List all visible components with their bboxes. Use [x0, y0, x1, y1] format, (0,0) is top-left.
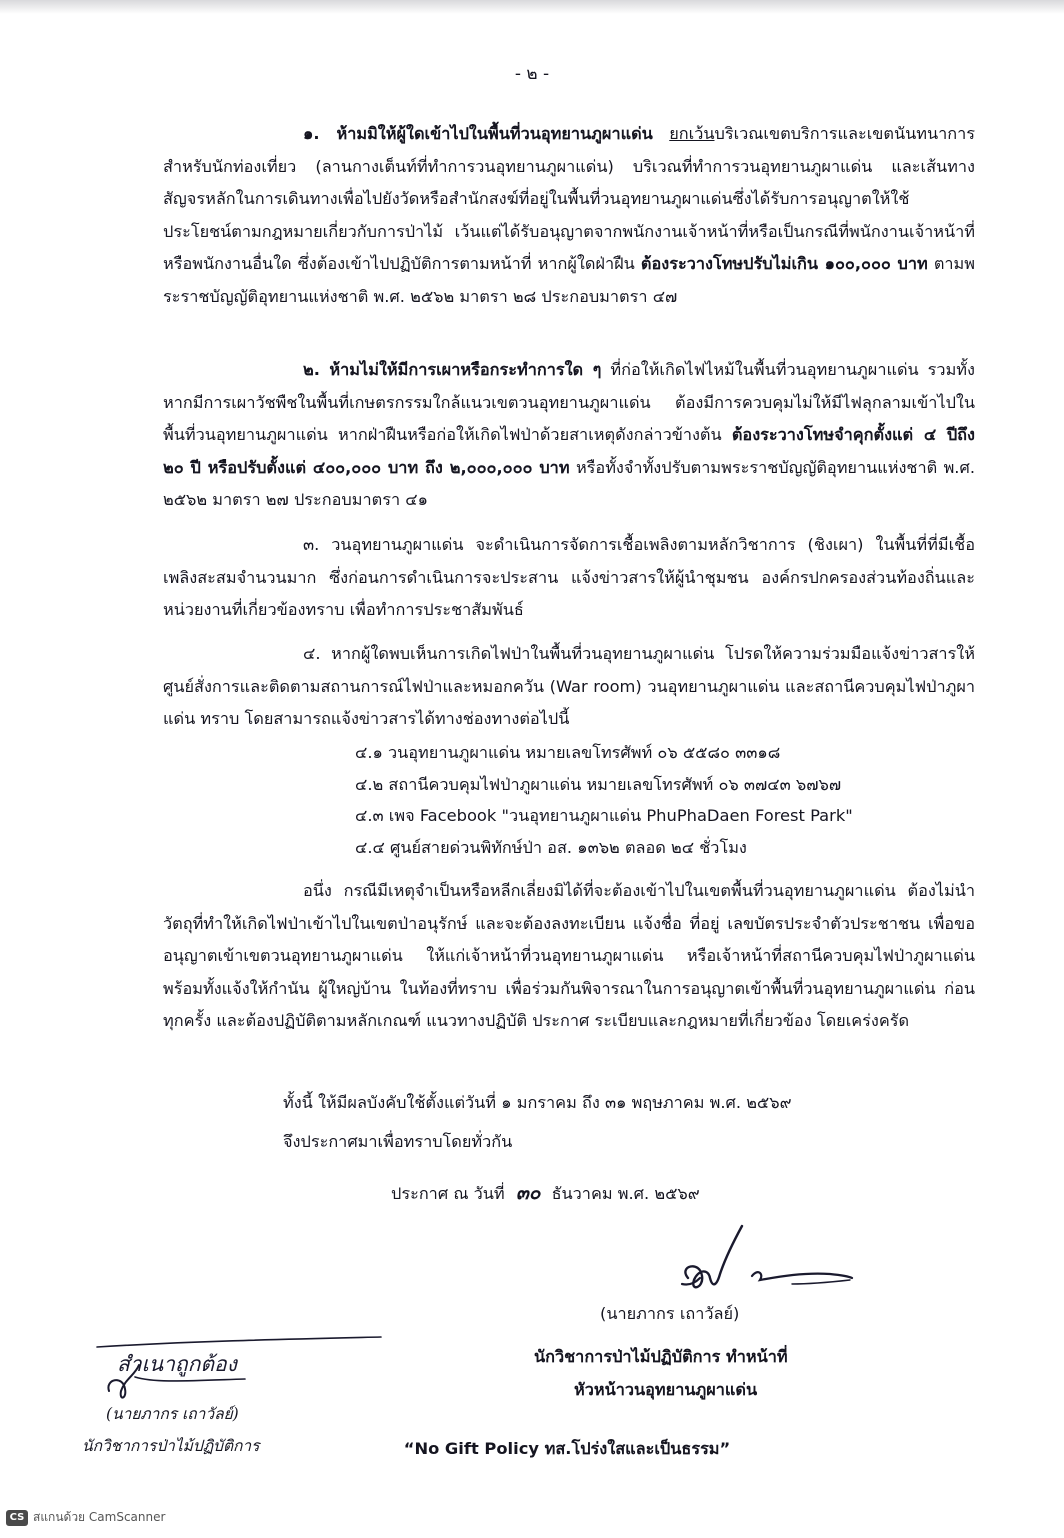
paragraph-5: อนึ่ง กรณีมีเหตุจำเป็นหรือหลีกเลี่ยงมิได้ที่จะต้องเข้าไปในเขตพื้นที่วนอุทยานภูผาแด่น ต้องไม่นำวัตถุที่ทำให้เกิดไฟป่าเข้าไปในเขตป่าอนุรักษ์ และจะต้องลงทะเบียน แจ้งชื่อ ที่อยู่ เลขบัตรประจำตัวประชาชน เพื่อขออนุญาตเข้าเขตวนอุทยานภูผาแด่น ให้แก่เจ้าหน้าที่วนอุทยานภูผาแด่น หรือเจ้าหน้าที่สถานีควบคุมไฟป่าภูผาแด่น พร้อมทั้งแจ้งให้กำนัน ผู้ใหญ่บ้าน ในท้องที่ทราบ เพื่อร่วมกันพิจารณาในการอนุญาตเข้าพื้นที่วนอุทยานภูผาแด่น ก่อนทุกครั้ง และต้องปฏิบัติตามหลักเกณฑ์ แนวทางปฏิบัติ ประกาศ ระเบียบและกฎหมายที่เกี่ยวข้อง โดยเคร่งครัด — [163, 881, 975, 1031]
para2-penalty: ต้องระวางโทษจำคุกตั้งแต่ ๔ ปีถึง ๒๐ ปี หรือปรับตั้งแต่ ๔๐๐,๐๐๐ บาท ถึง ๒,๐๐๐,๐๐๐ บาท — [163, 425, 975, 477]
para1-bold-heading: ห้ามมิให้ผู้ใดเข้าไปในพื้นที่วนอุทยานภูผาแด่น — [336, 124, 653, 143]
para2-text: ที่ก่อให้เกิดไฟไหม้ในพื้นที่วนอุทยานภูผาแด่น รวมทั้งหากมีการเผาวัชพืชในพื้นที่เกษตรกรรมใกล้แนวเขตวนอุทยานภูผาแด่น ต้องมีการควบคุมไม่ให้มีไฟลุกลามเข้าไปในพื้นที่วนอุทยานภูผาแด่น หากฝ่าฝืนหรือก่อให้เกิดไฟป่าด้วยสาเหตุดังกล่าวข้างต้น — [163, 360, 975, 445]
para1-text: บริเวณเขตบริการและเขตนันทนาการสำหรับนักท่องเที่ยว (ลานกางเต็นท์ที่ทำการวนอุทยานภูผาแด่น) บริเวณที่ทำการวนอุทยานภูผาแด่น และเส้นทางสัญจรหลักในการเดินทางเพื่อไปยังวัดหรือสำนักสงฆ์ที่อยู่ในพื้นที่วนอุทยานภูผาแด่นซึ่งได้รับการอนุญาตให้ใช้ประโยชน์ตามกฎหมายเกี่ยวกับการป่าไม้ เว้นแต่ได้รับอนุญาตจากพนักงานเจ้าหน้าที่หรือเป็นกรณีที่พนักงานเจ้าหน้าที่หรือพนักงานอื่นใด ซึ่งต้องเข้าไปปฏิบัติการตามหน้าที่ หากผู้ใดฝ่าฝืน — [163, 124, 975, 274]
no-gift-policy: “No Gift Policy ทส.โปร่งใสและเป็นธรรม” — [403, 1439, 731, 1458]
effective-date-line: ทั้งนี้ ให้มีผลบังคับใช้ตั้งแต่วันที่ ๑ มกราคม ถึง ๓๑ พฤษภาคม พ.ศ. ๒๕๖๙ — [283, 1093, 792, 1112]
signer-position-2: หัวหน้าวนอุทยานภูผาแด่น — [574, 1380, 758, 1399]
paragraph-2 — [163, 354, 975, 517]
para2-bold-heading: ๒. ห้ามไม่ให้มีการเผาหรือกระทำการใด ๆ — [303, 360, 602, 379]
contact-list — [355, 737, 853, 863]
para1-underlined: ยกเว้น — [669, 124, 715, 143]
scan-edge — [0, 0, 1064, 14]
announce-line: จึงประกาศมาเพื่อทราบโดยทั่วกัน — [283, 1132, 513, 1151]
certified-copy-stamp — [95, 1335, 385, 1405]
contact-item: ๔.๑ วนอุทยานภูผาแด่น หมายเลขโทรศัพท์ ๐๖ ๕๕๘๐ ๓๓๑๘ — [355, 743, 781, 762]
contact-item: ๔.๒ สถานีควบคุมไฟป่าภูผาแด่น หมายเลขโทรศัพท์ ๐๖ ๓๗๔๓ ๖๗๖๗ — [355, 774, 842, 794]
camscanner-logo-icon: CS — [6, 1510, 28, 1526]
signer-position-1: นักวิชาการป่าไม้ปฏิบัติการ ทำหน้าที่ — [534, 1347, 788, 1366]
para1-text-end: ตามพระราชบัญญัติอุทยานแห่งชาติ พ.ศ. ๒๕๖๒ มาตรา ๒๘ ประกอบมาตรา ๔๗ — [163, 254, 976, 306]
paragraph-4: ๔. หากผู้ใดพบเห็นการเกิดไฟป่าในพื้นที่วนอุทยานภูผาแด่น โปรดให้ความร่วมมือแจ้งข่าวสารให้ศูนย์สั่งการและติดตามสถานการณ์ไฟป่าและหมอกควัน (War room) วนอุทยานภูผาแด่น และสถานีควบคุมไฟป่าภูผาแด่น ทราบ โดยสามารถแจ้งข่าวสารได้ทางช่องทางต่อไปนี้ — [163, 644, 975, 729]
camscanner-label: สแกนด้วย CamScanner — [33, 1510, 166, 1524]
handwritten-day: ๓๐ — [515, 1182, 541, 1204]
page-number: - ๒ - — [514, 64, 550, 84]
para1-number: ๑. — [303, 124, 337, 143]
paragraph-3: ๓. วนอุทยานภูผาแด่น จะดำเนินการจัดการเชื้อเพลิงตามหลักวิชาการ (ชิงเผา) ในพื้นที่ที่มีเชื้อเพลิงสะสมจำนวนมาก ซึ่งก่อนการดำเนินการจะประสาน แจ้งข่าวสารให้ผู้นำชุมชน องค์กรปกครองส่วนท้องถิ่นและหน่วยงานที่เกี่ยวข้องทราบ เพื่อทำการประชาสัมพันธ์ — [163, 535, 975, 620]
contact-item: ๔.๔ ศูนย์สายด่วนพิทักษ์ป่า อส. ๑๓๖๒ ตลอด ๒๔ ชั่วโมง — [355, 837, 747, 857]
copy-stamp-name: (นายภากร เถาวัลย์) — [106, 1405, 239, 1423]
signer-name: (นายภากร เถาวัลย์) — [600, 1304, 740, 1323]
signature-image — [660, 1218, 860, 1308]
camscanner-watermark — [6, 1508, 165, 1527]
handwritten-certified-copy: สำเนาถูกต้อง — [117, 1352, 237, 1376]
paragraph-1 — [163, 118, 975, 314]
copy-stamp-position: นักวิชาการป่าไม้ปฏิบัติการ — [82, 1437, 260, 1455]
contact-item: ๔.๓ เพจ Facebook "วนอุทยานภูผาแด่น PhuPhaDaen Forest Park" — [355, 806, 853, 825]
announce-date-line: ประกาศ ณ วันที่ ๓๐ ธันวาคม พ.ศ. ๒๕๖๙ — [391, 1182, 700, 1204]
para1-penalty: ต้องระวางโทษปรับไม่เกิน ๑๐๐,๐๐๐ บาท — [640, 254, 928, 274]
para2-text-end: หรือทั้งจำทั้งปรับตามพระราชบัญญัติอุทยานแห่งชาติ พ.ศ. ๒๕๖๒ มาตรา ๒๗ ประกอบมาตรา ๔๑ — [163, 457, 975, 510]
